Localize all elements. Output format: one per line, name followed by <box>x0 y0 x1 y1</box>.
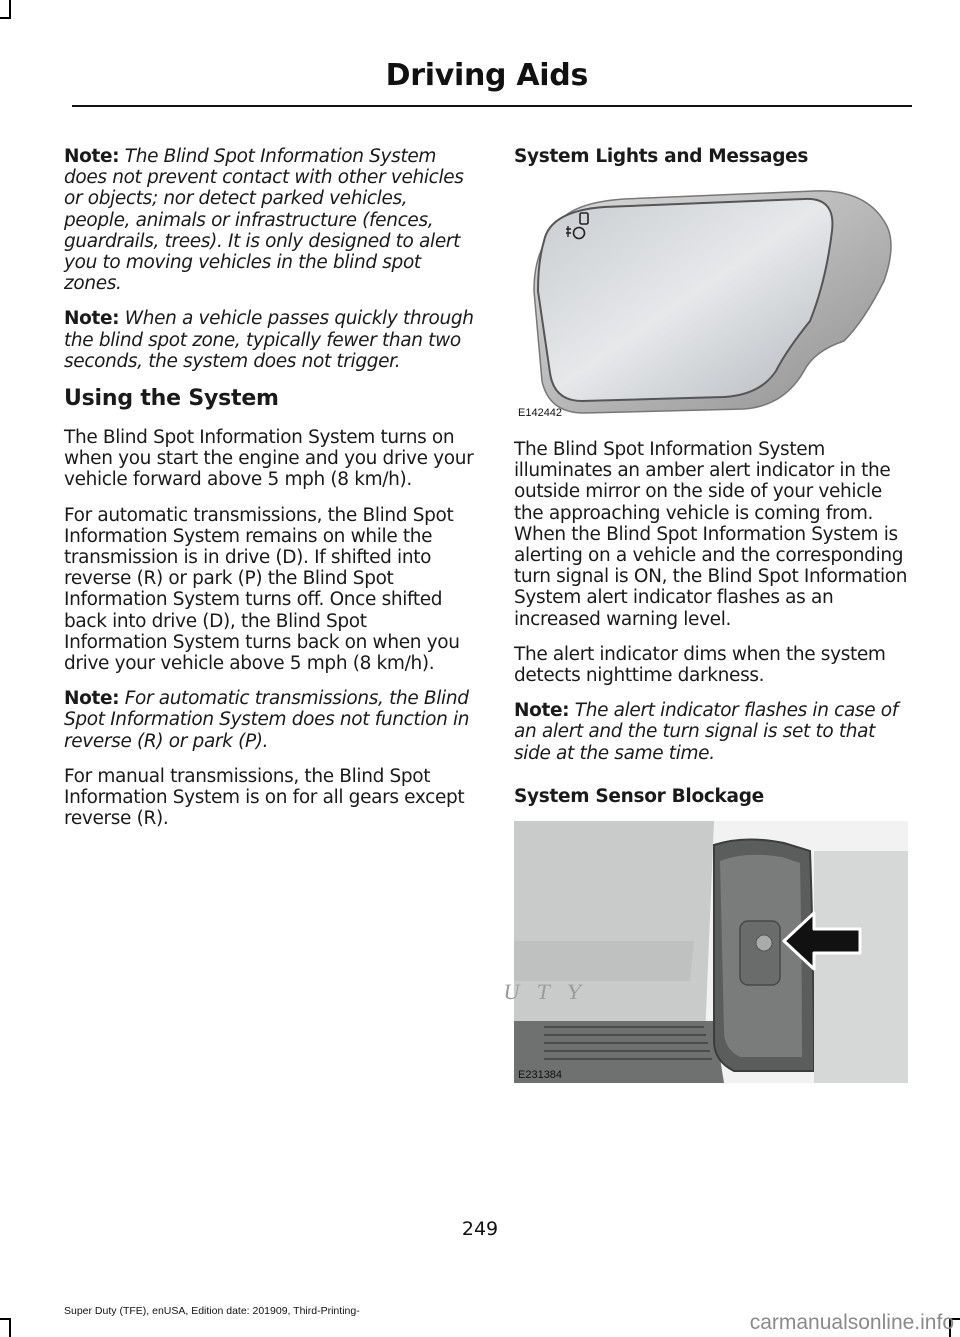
body-paragraph: For manual transmissions, the Blind Spot Information System is on for all gears except reverse (R). <box>64 765 465 830</box>
body-paragraph: The alert indicator dims when the system detects nighttime darkness. <box>514 643 886 687</box>
note-text: The alert indicator flashes in case of an alert and the turn signal is set to that side at the same time. <box>514 700 898 764</box>
mirror-figure <box>514 181 910 421</box>
truck-tail-light-illustration <box>501 821 908 1083</box>
section-heading: Using the System <box>64 386 279 412</box>
figure-code: E142442 <box>518 407 563 419</box>
subsection-heading: System Lights and Messages <box>514 146 809 167</box>
body-paragraph: For automatic transmissions, the Blind Spot Information System remains on while the transmission is in drive (D). If shifted into reverse (R) or park (P) the Blind Spot Information System turns off. Once shifted back into drive (D), the Blind Spot Information System turns back on when you drive your vehicle above 5 mph (8 km/h). <box>64 504 460 675</box>
watermark: carmanualsonline.info <box>749 1311 954 1334</box>
note-text: When a vehicle passes quickly through the blind spot zone, typically fewer than two seconds, the system does not trigger. <box>64 308 474 372</box>
note-label: Note: <box>64 146 120 167</box>
side-mirror-illustration <box>514 181 910 421</box>
note-label: Note: <box>514 700 570 722</box>
note-paragraph <box>64 688 474 752</box>
body-paragraph: The Blind Spot Information System illuminates an amber alert indicator in the outside mirror on the side of your vehicle the approaching vehicle is coming from. When the Blind Spot Information System is alerting on a vehicle and the corresponding turn signal is ON, the Blind Spot Information System alert indicator flashes as an increased warning level. <box>514 439 908 630</box>
note-text: The Blind Spot Information System does not prevent contact with other vehicles or objects; nor detect parked vehicles, people, animals or infrastructure (fences, guardrails, trees). It is only designed to alert you to moving vehicles in the blind spot zones. <box>64 146 464 295</box>
page-number: 249 <box>461 1218 499 1240</box>
note-label: Note: <box>64 308 120 330</box>
fender-lettering: U T Y <box>501 978 591 1004</box>
crop-mark <box>9 0 11 18</box>
note-label: Note: <box>64 688 120 710</box>
header-divider <box>72 105 912 107</box>
note-text: For automatic transmissions, the Blind Spot Information System does not function in reverse (R) or park (P). <box>64 688 470 752</box>
tail-light-figure <box>501 821 908 1083</box>
crop-mark <box>9 1318 11 1337</box>
page-title: Driving Aids <box>385 58 588 93</box>
note-paragraph <box>64 146 474 294</box>
body-paragraph: The Blind Spot Information System turns on when you start the engine and you drive your vehicle forward above 5 mph (8 km/h). <box>64 427 474 491</box>
subsection-heading: System Sensor Blockage <box>514 785 764 807</box>
figure-code: E231384 <box>518 1068 563 1081</box>
note-paragraph <box>514 700 914 764</box>
crop-mark <box>0 1318 11 1320</box>
note-paragraph <box>64 308 474 372</box>
crop-mark <box>0 17 11 19</box>
left-column <box>64 146 474 843</box>
edition-footer: Super Duty (TFE), enUSA, Edition date: 201909, Third-Printing- <box>64 1305 360 1317</box>
right-column <box>501 146 914 1101</box>
